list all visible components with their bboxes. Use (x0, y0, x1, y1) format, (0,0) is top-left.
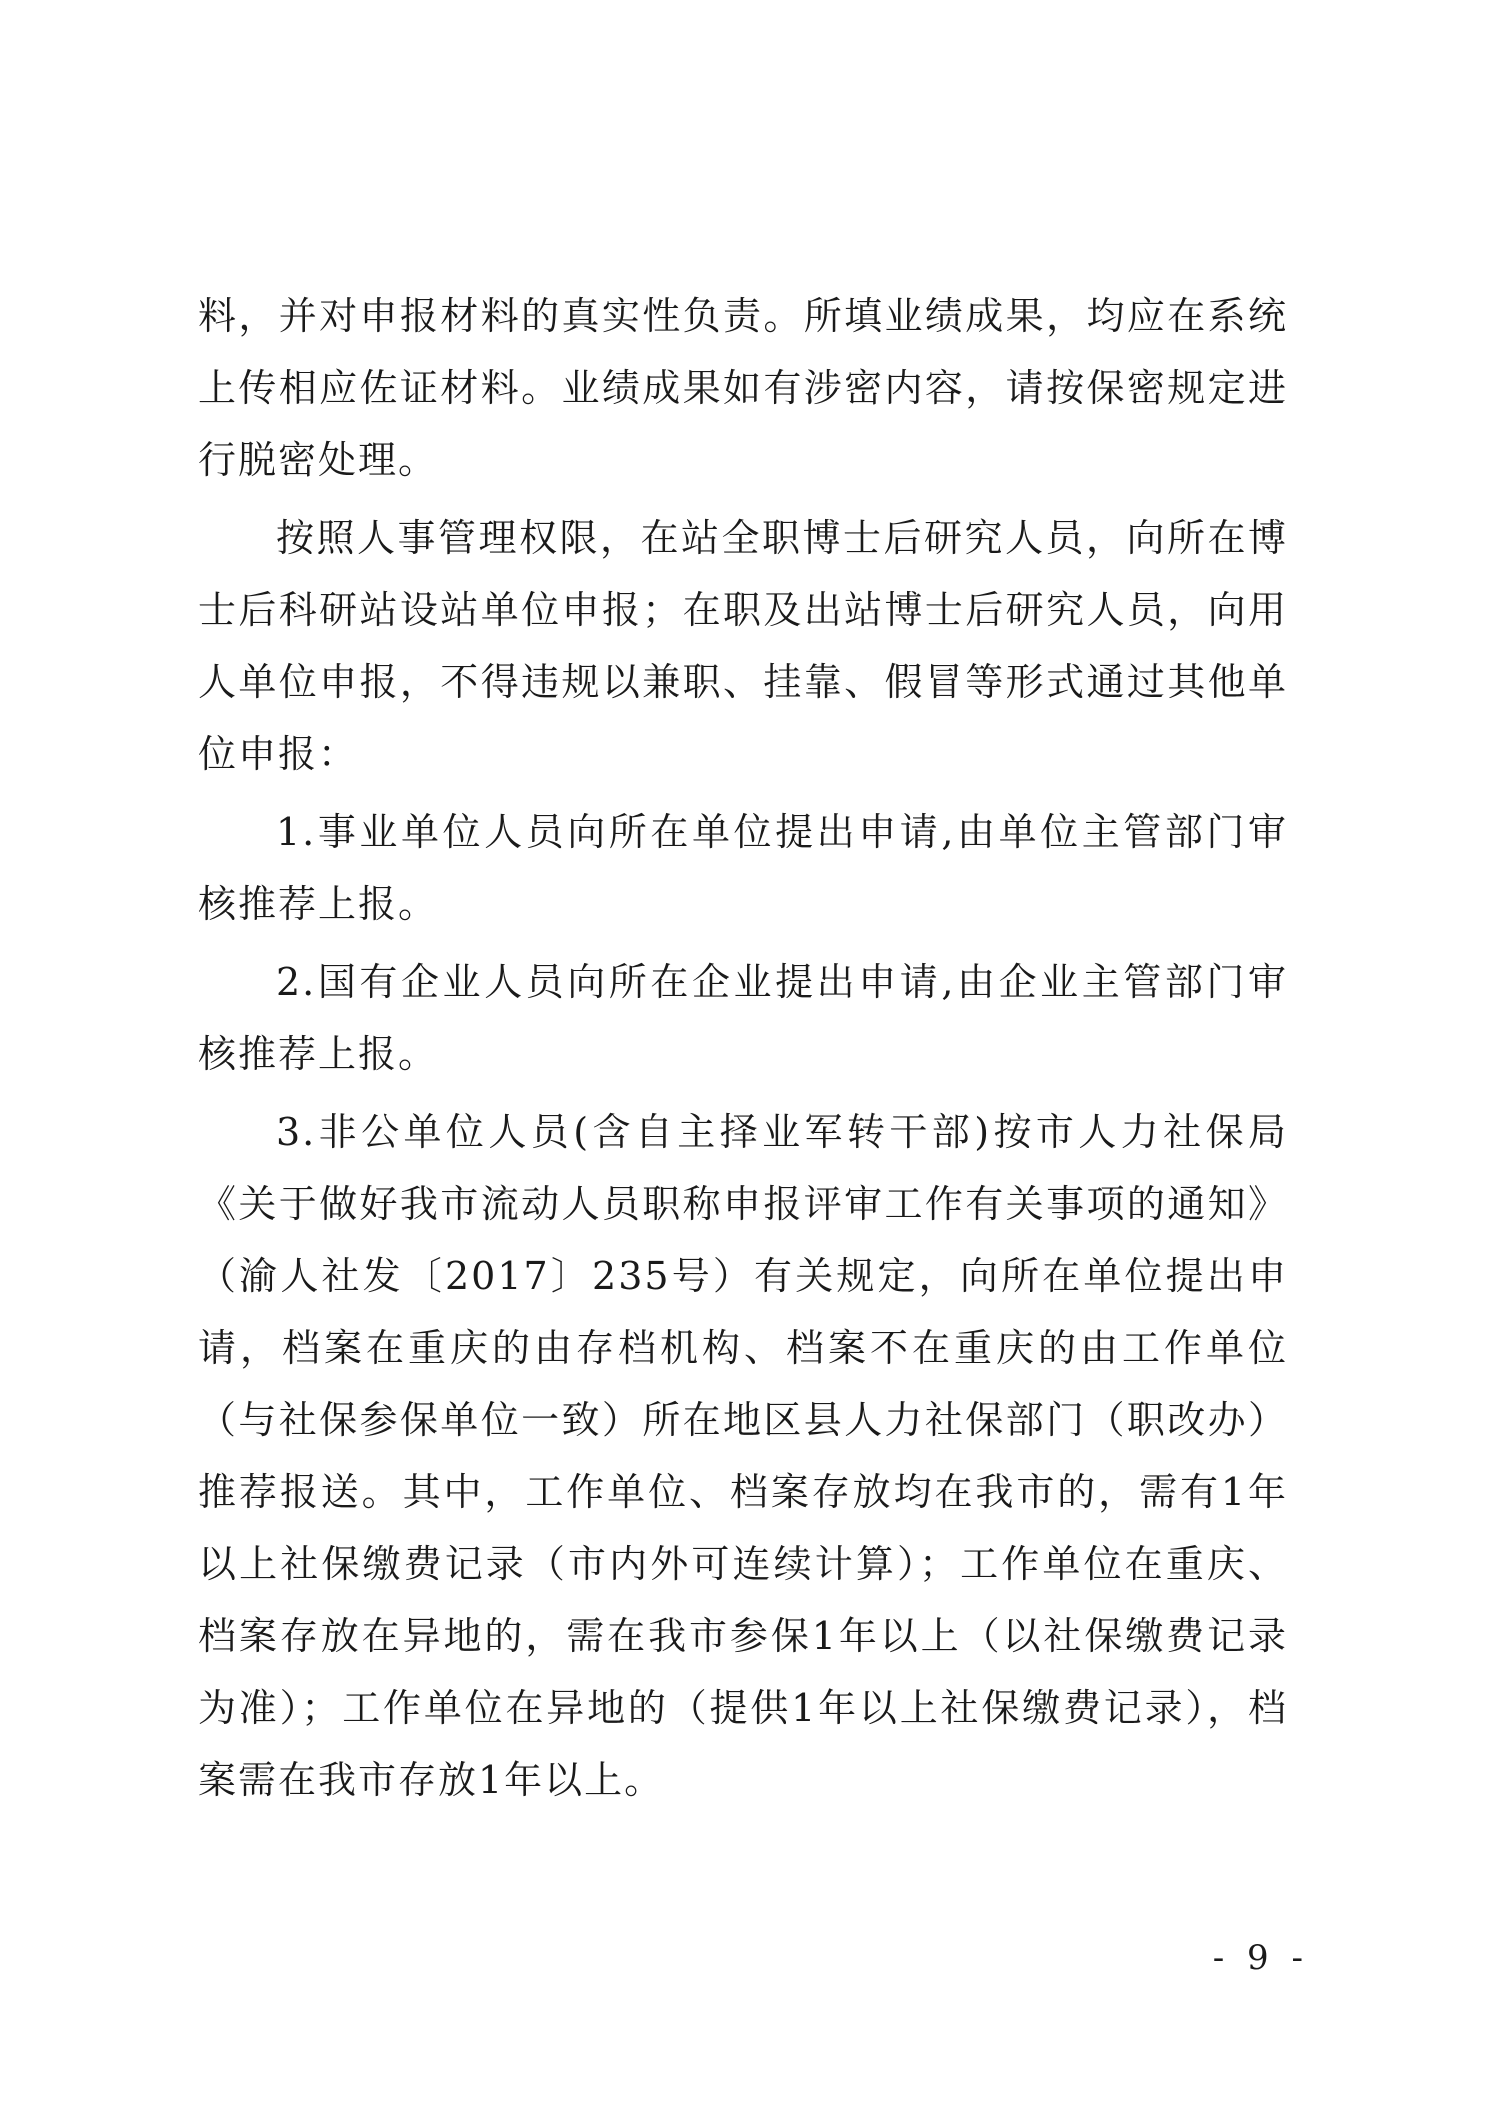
paragraph-continuation: 料，并对申报材料的真实性负责。所填业绩成果，均应在系统上传相应佐证材料。业绩成果如有涉密内容，请按保密规定进行脱密处理。 (198, 294, 1288, 482)
paragraph-application-authority: 按照人事管理权限，在站全职博士后研究人员，向所在博士后科研站设站单位申报；在职及出站博士后研究人员，向用人单位申报，不得违规以兼职、挂靠、假冒等形式通过其他单位申报： (198, 516, 1288, 776)
paragraph-item-3: 3.非公单位人员(含自主择业军转干部)按市人力社保局《关于做好我市流动人员职称申报评审工作有关事项的通知》（渝人社发〔2017〕235号）有关规定，向所在单位提出申请，档案在重庆的由存档机构、档案不在重庆的由工作单位（与社保参保单位一致）所在地区县人力社保部门（职改办）推荐报送。其中，工作单位、档案存放均在我市的，需有1年以上社保缴费记录（市内外可连续计算）；工作单位在重庆、档案存放在异地的，需在我市参保1年以上（以社保缴费记录为准）；工作单位在异地的（提供1年以上社保缴费记录），档案需在我市存放1年以上。 (198, 1110, 1288, 1802)
paragraph-item-1: 1.事业单位人员向所在单位提出申请,由单位主管部门审核推荐上报。 (198, 810, 1288, 926)
document-body (198, 280, 1288, 1822)
page-number: - 9 - (1212, 1938, 1309, 1978)
paragraph-item-2: 2.国有企业人员向所在企业提出申请,由企业主管部门审核推荐上报。 (198, 960, 1288, 1076)
